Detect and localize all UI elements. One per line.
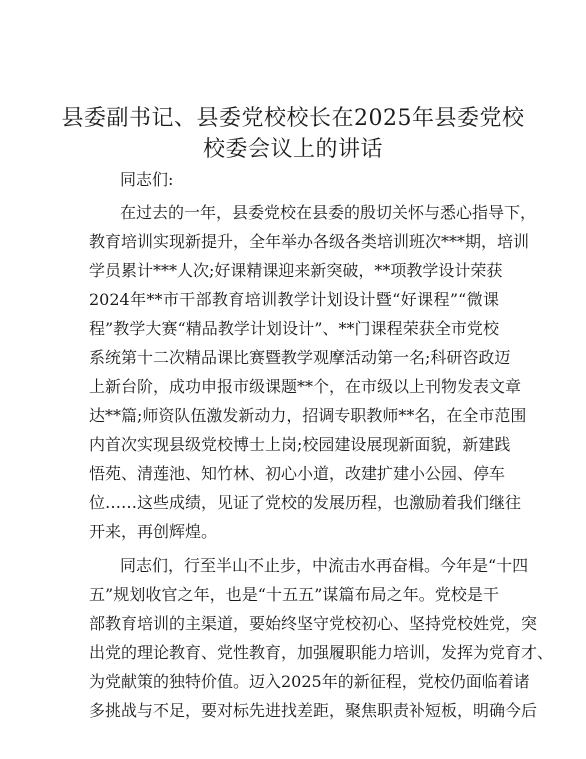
paragraph-2-line: 出党的理论教育、党性教育，加强履职能力培训，发挥为党育才、 bbox=[89, 643, 554, 662]
paragraph-1-line: 2024年**市干部教育培训教学计划设计暨“好课程”“微课 bbox=[89, 290, 499, 309]
speech-title-line-1: 县委副书记、县委党校校长在2025年县委党校 bbox=[61, 106, 525, 131]
paragraph-1-line: 位……这些成绩，见证了党校的发展历程，也激励着我们继往 bbox=[89, 493, 522, 512]
paragraph-2-line: 部教育培训的主渠道，要始终坚守党校初心、坚持党校姓党，突 bbox=[89, 614, 538, 633]
paragraph-1-line: 达**篇;师资队伍激发新动力，招调专职教师**名，在全市范围 bbox=[89, 406, 527, 425]
paragraph-2-line: 同志们，行至半山不止步，中流击水再奋楫。今年是“十四 bbox=[120, 556, 529, 575]
paragraph-1-line: 教育培训实现新提升，全年举办各级各类培训班次***期，培训 bbox=[89, 232, 530, 251]
paragraph-1-line: 程”教学大赛“精品教学计划设计”、**门课程荣获全市党校 bbox=[89, 319, 499, 338]
paragraph-1-line: 在过去的一年，县委党校在县委的殷切关怀与悉心指导下， bbox=[120, 203, 537, 222]
paragraph-1-line: 悟苑、清莲池、知竹林、初心小道，改建扩建小公园、停车 bbox=[89, 464, 506, 483]
paragraph-2-line: 多挑战与不足，要对标先进找差距，聚焦职责补短板，明确今后 bbox=[89, 701, 538, 720]
paragraph-2-line: 五”规划收官之年，也是“十五五”谋篇布局之年。党校是干 bbox=[89, 585, 499, 604]
paragraph-1-line: 上新台阶，成功申报市级课题**个，在市级以上刊物发表文章 bbox=[89, 377, 522, 396]
speech-title-line-2: 校委会议上的讲话 bbox=[202, 137, 383, 162]
paragraph-2-line: 为党献策的独特价值。迈入2025年的新征程，党校仍面临着诸 bbox=[89, 672, 530, 691]
paragraph-1-line: 内首次实现县级党校博士上岗;校园建设展现新面貌，新建践 bbox=[89, 435, 511, 454]
paragraph-1-line: 学员累计***人次;好课精课迎来新突破，**项教学设计荣获 bbox=[89, 261, 503, 280]
paragraph-1-line: 系统第十二次精品课比赛暨教学观摩活动第一名;科研咨政迈 bbox=[89, 348, 511, 367]
paragraph-1-line: 开来，再创辉煌。 bbox=[89, 522, 218, 541]
salutation: 同志们: bbox=[120, 170, 174, 189]
